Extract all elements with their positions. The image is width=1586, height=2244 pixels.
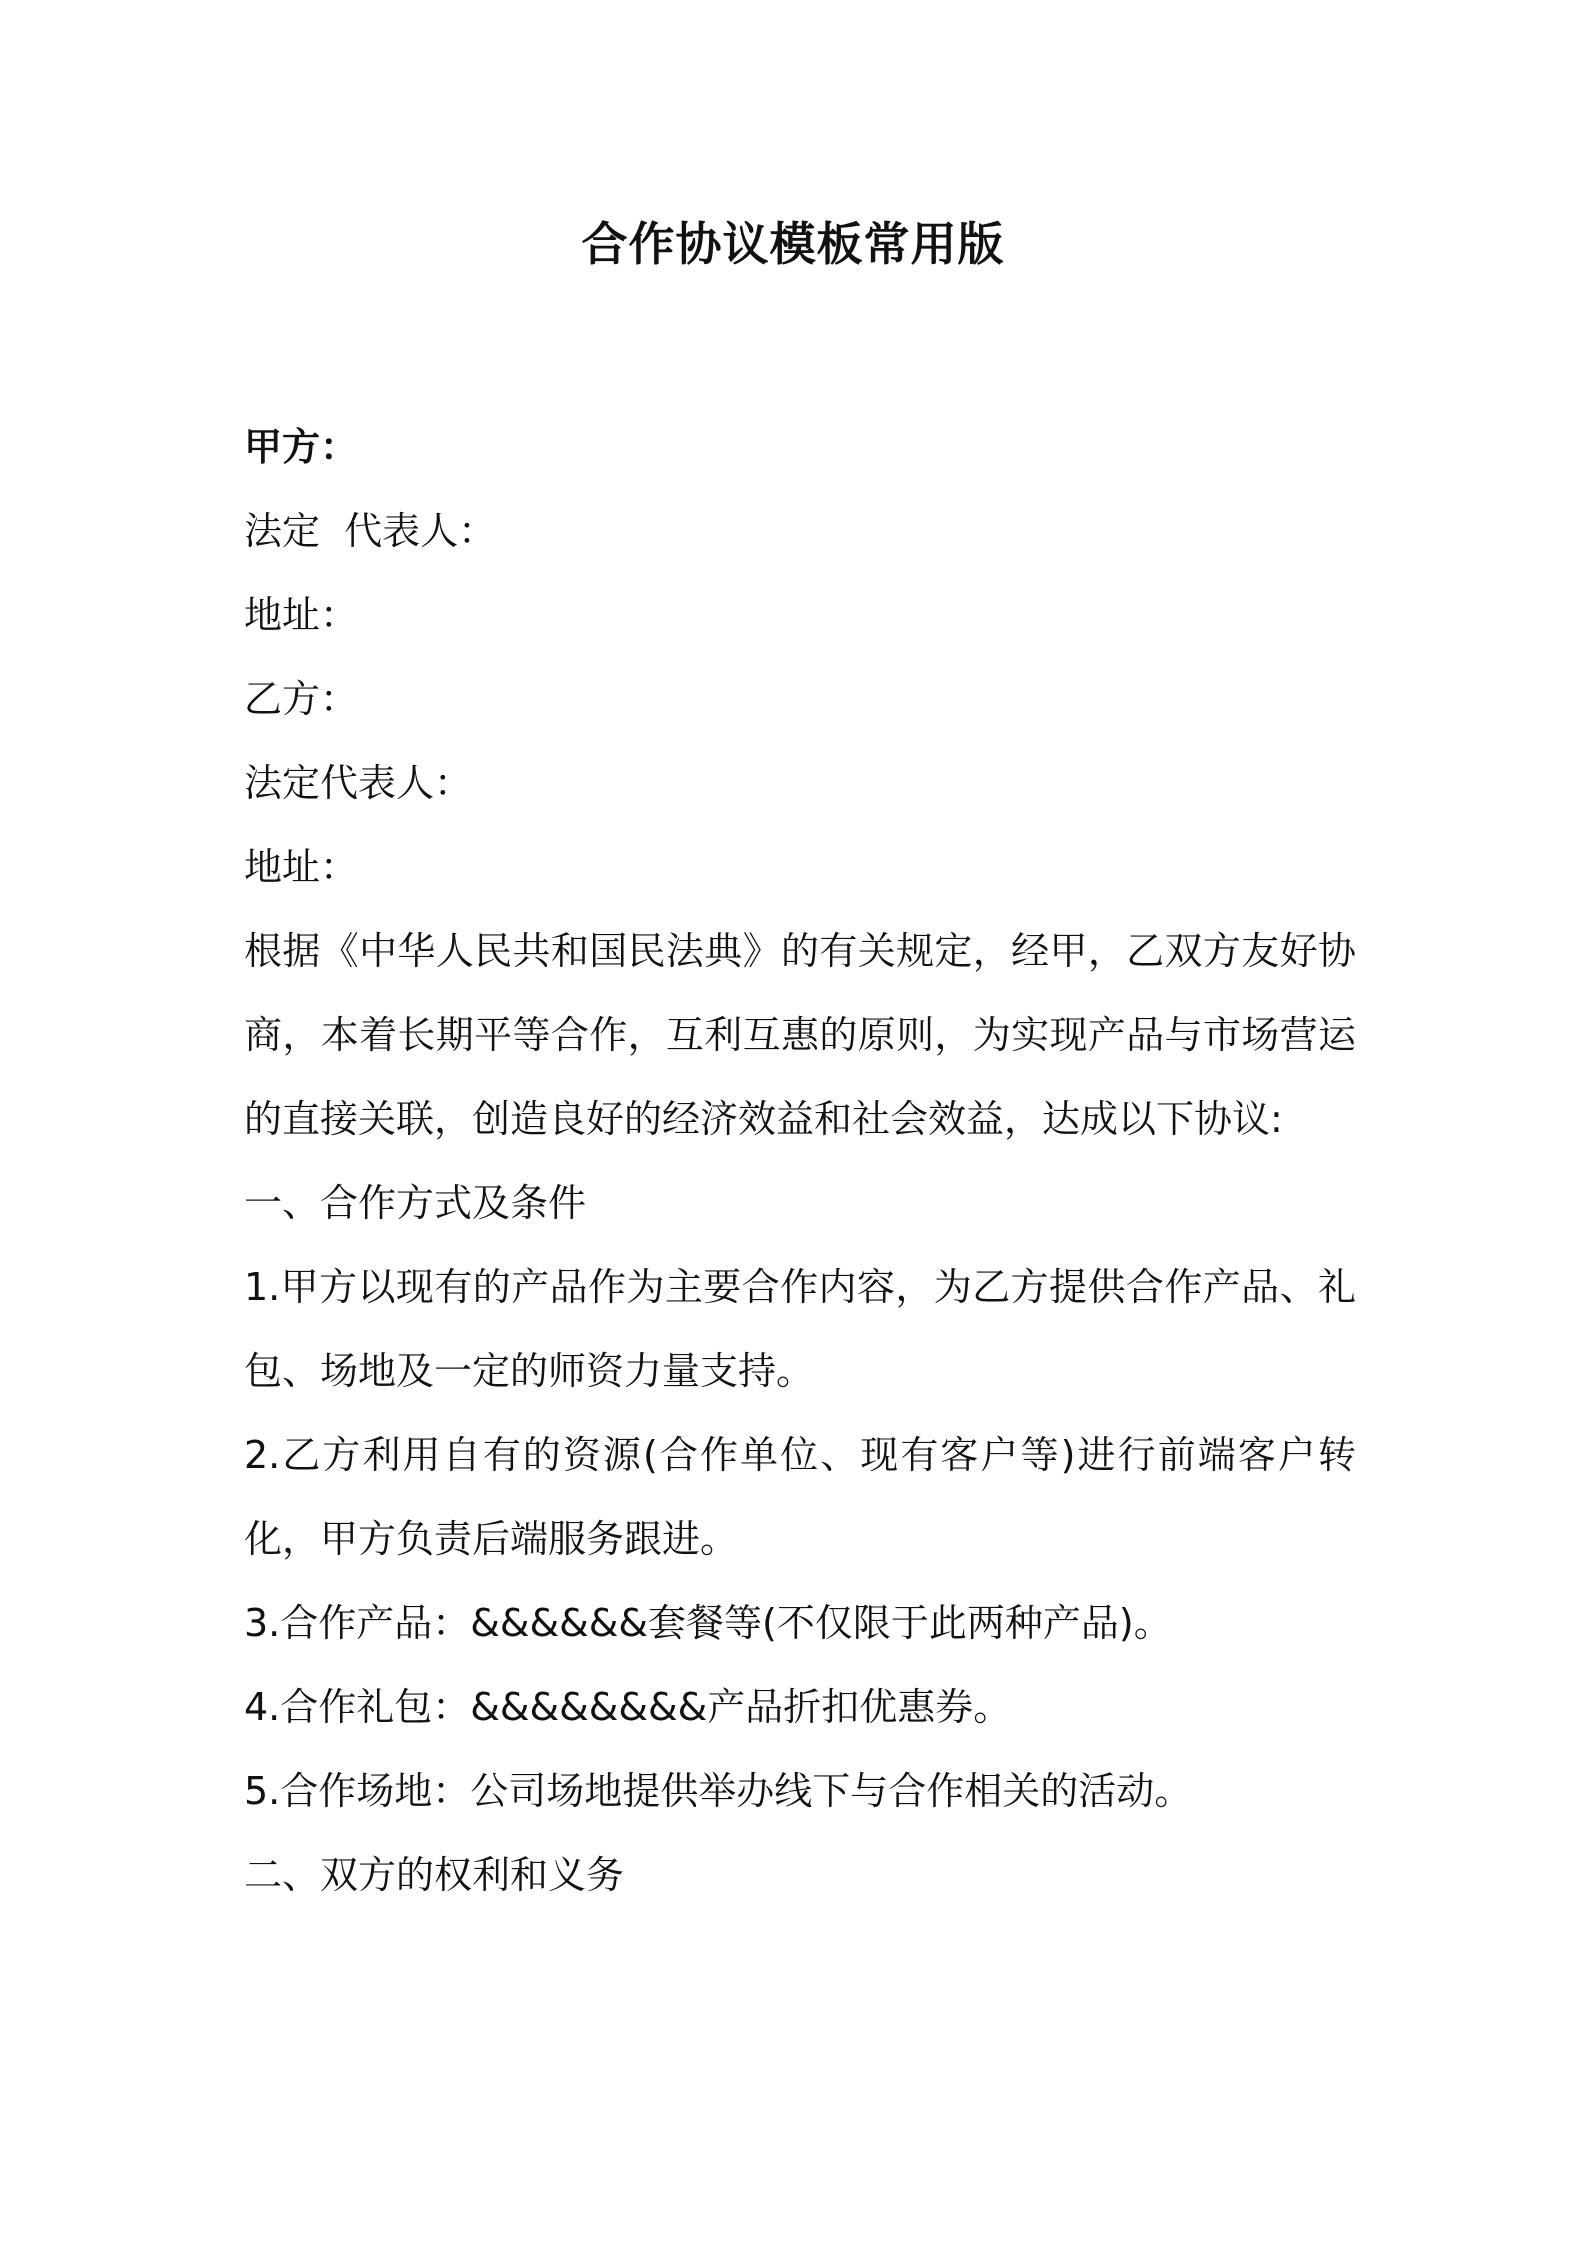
section-1-item: 3.合作产品：&&&&&&套餐等(不仅限于此两种产品)。 xyxy=(244,1601,1172,1645)
party-b-representative-label: 法定代表人： xyxy=(244,761,473,805)
document-title: 合作协议模板常用版 xyxy=(581,217,1005,271)
section-2-heading: 二、双方的权利和义务 xyxy=(244,1853,625,1897)
party-a-address-label: 地址： xyxy=(244,593,359,637)
preamble-paragraph: 根据《中华人民共和国民法典》的有关规定，经甲，乙双方友好协商，本着长期平等合作，互利互惠的原则，为实现产品与市场营运的直接关联，创造良好的经济效益和社会效益，达成以下协议: xyxy=(244,929,1356,1141)
section-1-item: 5.合作场地：公司场地提供举办线下与合作相关的活动。 xyxy=(244,1769,1193,1813)
section-1-item: 2.乙方利用自有的资源(合作单位、现有客户等)进行前端客户转化，甲方负责后端服务跟进。 xyxy=(244,1433,1356,1561)
party-b-address-label: 地址： xyxy=(244,845,359,889)
section-1-item: 1.甲方以现有的产品作为主要合作内容，为乙方提供合作产品、礼包、场地及一定的师资力量支持。 xyxy=(244,1265,1356,1393)
party-a-label: 甲方： xyxy=(244,425,359,469)
section-1-item: 4.合作礼包：&&&&&&&&产品折扣优惠券。 xyxy=(244,1685,1012,1729)
section-1-heading: 一、合作方式及条件 xyxy=(244,1181,587,1225)
party-a-representative-label: 法定 代表人： xyxy=(244,509,497,553)
party-b-label: 乙方： xyxy=(244,677,359,721)
document-body xyxy=(244,405,1356,1917)
